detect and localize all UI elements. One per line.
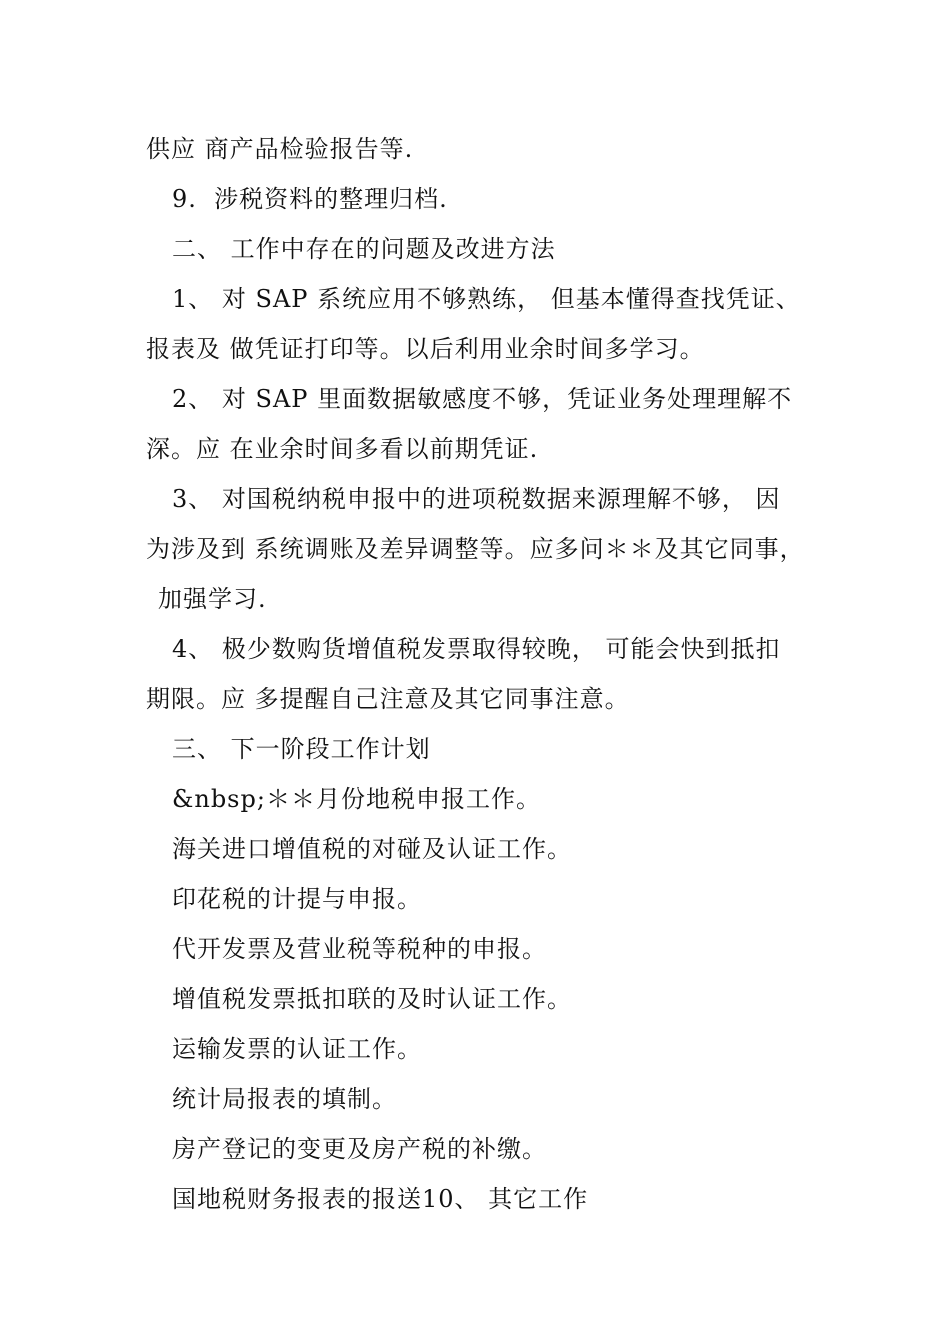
text-line: 报表及 做凭证打印等。以后利用业余时间多学习。 xyxy=(146,335,705,363)
text-line: 为涉及到 系统调账及差异调整等。应多问＊＊及其它同事， xyxy=(146,535,805,563)
list-item: 海关进口增值税的对碰及认证工作。 xyxy=(172,835,572,863)
text-line: 9. 涉税资料的整理归档. xyxy=(172,185,448,213)
text-line: 深。应 在业余时间多看以前期凭证. xyxy=(146,435,539,463)
text-line: 供应 商产品检验报告等. xyxy=(146,135,414,163)
list-item: &nbsp;＊＊月份地税申报工作。 xyxy=(172,785,541,813)
list-item: 增值税发票抵扣联的及时认证工作。 xyxy=(172,985,572,1013)
list-item: 国地税财务报表的报送10、 其它工作 xyxy=(172,1185,589,1213)
text-line: 加强学习. xyxy=(158,585,267,613)
text-line: 3、 对国税纳税申报中的进项税数据来源理解不够， 因 xyxy=(172,485,781,513)
list-item: 房产登记的变更及房产税的补缴。 xyxy=(172,1135,547,1163)
text-line: 2、 对 SAP 里面数据敏感度不够，凭证业务处理理解不 xyxy=(172,385,793,413)
list-item: 印花税的计提与申报。 xyxy=(172,885,422,913)
list-item: 代开发票及营业税等税种的申报。 xyxy=(172,935,547,963)
section-heading: 二、 工作中存在的问题及改进方法 xyxy=(172,235,556,263)
list-item: 运输发票的认证工作。 xyxy=(172,1035,422,1063)
section-heading: 三、 下一阶段工作计划 xyxy=(172,735,431,763)
text-line: 4、 极少数购货增值税发票取得较晚， 可能会快到抵扣 xyxy=(172,635,781,663)
text-line: 1、 对 SAP 系统应用不够熟练， 但基本懂得查找凭证、 xyxy=(172,285,801,313)
list-item: 统计局报表的填制。 xyxy=(172,1085,397,1113)
text-line: 期限。应 多提醒自己注意及其它同事注意。 xyxy=(146,685,630,713)
